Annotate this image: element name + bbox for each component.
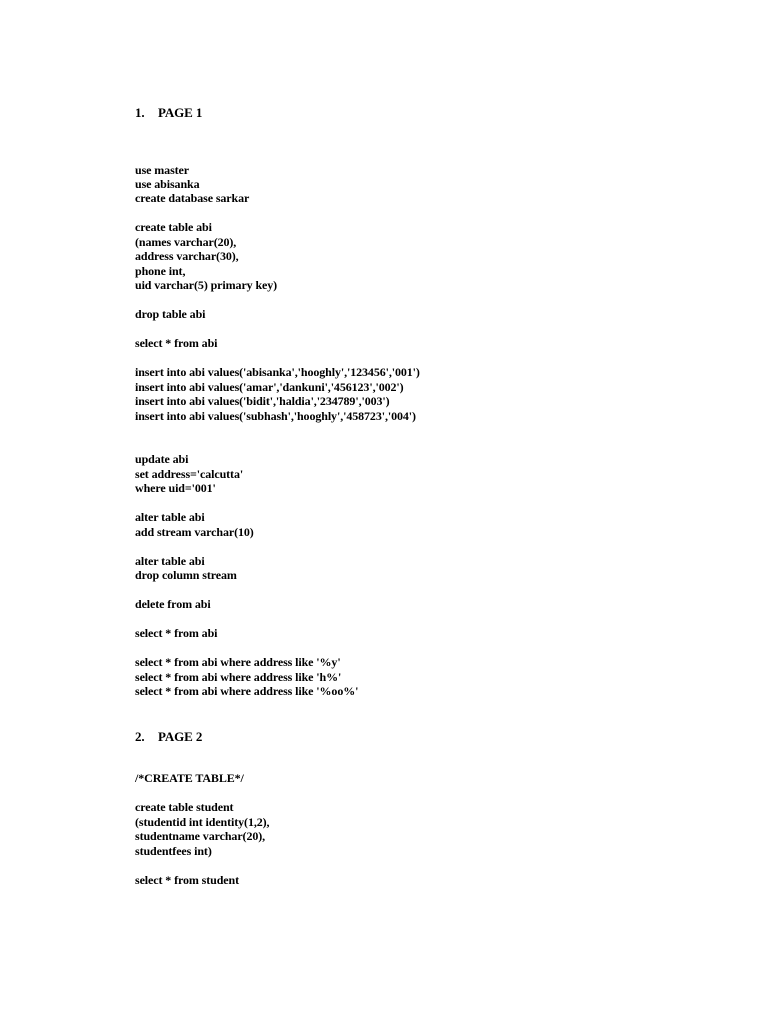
- code-line: alter table abi: [135, 510, 205, 524]
- code-line: drop column stream: [135, 568, 237, 582]
- code-line: select * from abi where address like 'h%': [135, 670, 342, 684]
- section-heading-1: [135, 105, 202, 120]
- section-number: 2.: [135, 729, 145, 744]
- code-line: update abi: [135, 452, 189, 466]
- code-line: select * from abi where address like '%oo%': [135, 684, 359, 698]
- code-line: insert into abi values('bidit','haldia','234789','003'): [135, 394, 390, 408]
- code-line: drop table abi: [135, 307, 206, 321]
- code-line: create table abi: [135, 220, 212, 234]
- code-line: use master: [135, 163, 189, 177]
- code-line: where uid='001': [135, 481, 216, 495]
- code-line: (studentid int identity(1,2),: [135, 815, 270, 829]
- code-line: use abisanka: [135, 177, 200, 191]
- code-line: phone int,: [135, 264, 186, 278]
- code-line: select * from abi where address like '%y': [135, 655, 341, 669]
- section-number: 1.: [135, 105, 145, 120]
- code-line: add stream varchar(10): [135, 525, 254, 539]
- code-line: studentfees int): [135, 844, 212, 858]
- code-line: select * from abi: [135, 336, 218, 350]
- code-line: insert into abi values('abisanka','hooghly','123456','001'): [135, 365, 420, 379]
- code-comment: /*CREATE TABLE*/: [135, 771, 244, 785]
- code-line: (names varchar(20),: [135, 235, 237, 249]
- section-title: PAGE 1: [158, 105, 203, 120]
- section-heading-2: [135, 729, 202, 744]
- code-line: select * from student: [135, 873, 239, 887]
- code-line: insert into abi values('amar','dankuni','456123','002'): [135, 380, 404, 394]
- code-line: address varchar(30),: [135, 249, 239, 263]
- section-title: PAGE 2: [158, 729, 203, 744]
- code-line: select * from abi: [135, 626, 218, 640]
- code-line: alter table abi: [135, 554, 205, 568]
- code-line: delete from abi: [135, 597, 211, 611]
- code-line: uid varchar(5) primary key): [135, 278, 278, 292]
- code-line: studentname varchar(20),: [135, 829, 266, 843]
- code-line: create table student: [135, 800, 234, 814]
- code-line: create database sarkar: [135, 191, 250, 205]
- code-line: set address='calcutta': [135, 467, 244, 481]
- code-line: insert into abi values('subhash','hooghly','458723','004'): [135, 409, 416, 423]
